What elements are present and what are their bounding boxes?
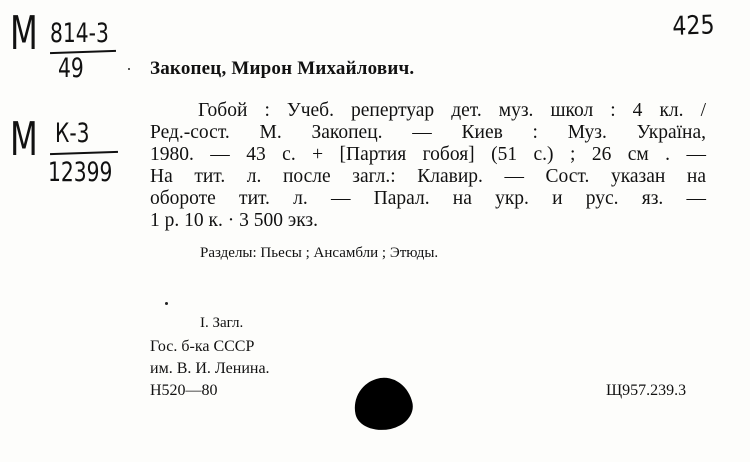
description-line: Гобой : Учеб. репертуар дет. муз. школ : 4 кл. / [198, 100, 706, 121]
description-line: На тит. л. после загл.: Клавир. — Сост. указан на [150, 166, 706, 187]
handwritten-call-number-bottom-1: 49 [58, 53, 84, 84]
library-line: им. В. И. Ленина. [150, 360, 270, 377]
library-imprint [150, 336, 270, 402]
handwritten-call-number-top-2: К-3 [55, 118, 90, 149]
library-line: Н520—80 [150, 382, 218, 399]
sections-note: Разделы: Пьесы ; Ансамбли ; Этюды. [200, 245, 439, 261]
handwritten-page-number: 425 [671, 10, 715, 42]
ink-blot [349, 373, 417, 436]
bibliographic-description [150, 100, 706, 232]
handwritten-call-mark-1: M [10, 6, 38, 60]
shelf-number: Щ957.239.3 [606, 382, 687, 399]
description-line: Ред.-сост. М. Закопец. — Киев : Муз. Україна, [150, 122, 706, 143]
description-line: 1980. — 43 с. + [Партия гобоя] (51 с.) ; 26 см . — [150, 144, 706, 165]
handwritten-call-number-bottom-2: 12399 [48, 157, 113, 188]
author-heading: Закопец, Мирон Михайлович. [150, 58, 415, 79]
handwritten-call-number-top-1: 814-3 [50, 18, 109, 49]
handwritten-call-mark-2: M [10, 112, 38, 166]
library-line: Гос. б-ка СССР [150, 338, 255, 355]
tracing-entry: I. Загл. [200, 315, 244, 331]
description-line: обороте тит. л. — Парал. на укр. и рус. яз. — [150, 188, 706, 209]
ink-speck [165, 302, 168, 305]
ink-speck [128, 68, 130, 70]
description-line: 1 р. 10 к. · 3 500 экз. [150, 210, 319, 231]
handwritten-fraction-line-2 [50, 151, 118, 155]
